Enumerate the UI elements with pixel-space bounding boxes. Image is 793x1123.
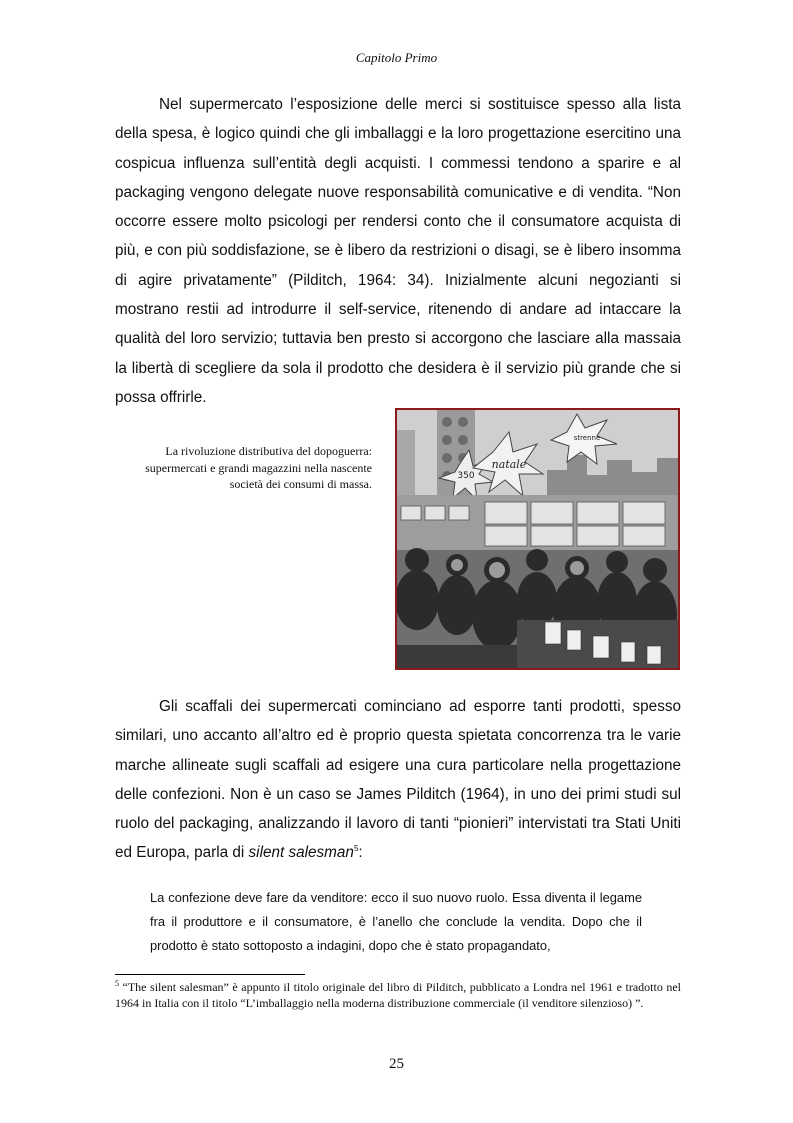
sign-star: strenne	[573, 434, 601, 442]
body-paragraph-2	[115, 692, 681, 868]
photo-illustration	[397, 410, 678, 668]
supermarket-photo	[395, 408, 680, 670]
italic-term: silent salesman	[248, 844, 354, 862]
footnote-text: “The silent salesman” è appunto il titolo originale del libro di Pilditch, pubblicato a Londra nel 1961 e tradotto nel 1964 in Italia con il titolo “L’imballaggio nella moderna distribuzione commerciale (il venditore silenzioso) ”.	[115, 980, 681, 1010]
sign-price: 350	[457, 471, 475, 481]
footnote	[115, 980, 681, 1011]
paragraph-2-tail: :	[358, 844, 363, 862]
page-number: 25	[389, 1056, 404, 1072]
paragraph-2-text: Gli scaffali dei supermercati cominciano ad esporre tanti prodotti, spesso similari, uno accanto all’altro ed è proprio questa spietata concorrenza tra le varie marche allineate sugli scaffali ad esigere una cura particolare nella progettazione delle confezioni. Non è un caso se James Pilditch (1964), in uno dei primi studi sul ruolo del packaging, analizzando il lavoro di tanti “pionieri” intervistati tra Stati Uniti ed Europa, parla di	[115, 698, 681, 862]
figure-caption: La rivoluzione distributiva del dopoguerra: supermercati e grandi magazzini nella nascente società dei consumi di massa.	[145, 444, 372, 491]
block-quote: La confezione deve fare da venditore: ecco il suo nuovo ruolo. Essa diventa il legame fra il produttore e il consumatore, è l’anello che conclude la vendita. Dopo che il prodotto è stato sottoposto a indagini, dopo che è stato propagandato,	[150, 890, 642, 954]
body-paragraph-1: Nel supermercato l’esposizione delle merci si sostituisce spesso alla lista della spesa, è logico quindi che gli imballaggi e la loro progettazione esercitino una cospicua influenza sull’entità degli acquisti. I commessi tendono a sparire e al packaging vengono delegate nuove responsabilità comunicative e di vendita. “Non occorre essere molto psicologi per rendersi conto che il consumatore acquista di più, e con più soddisfazione, se è libero da restrizioni o disagi, se è libero insomma di agire privatamente” (Pilditch, 1964: 34). Inizialmente alcuni negozianti si mostrano restii ad introdurre il self-service, ritenendo di andare ad intaccare la qualità del loro servizio; tuttavia ben presto si accorgono che lasciare alla massaia la libertà di scegliere da sola il prodotto che desidera è il servizio più grande che si possa offrirle.	[115, 96, 681, 406]
running-header: Capitolo Primo	[355, 50, 438, 65]
footnote-marker: 5	[115, 979, 119, 988]
footnote-reference[interactable]: 5	[353, 844, 359, 854]
footnote-divider	[115, 974, 305, 975]
sign-word: natale	[491, 458, 527, 471]
